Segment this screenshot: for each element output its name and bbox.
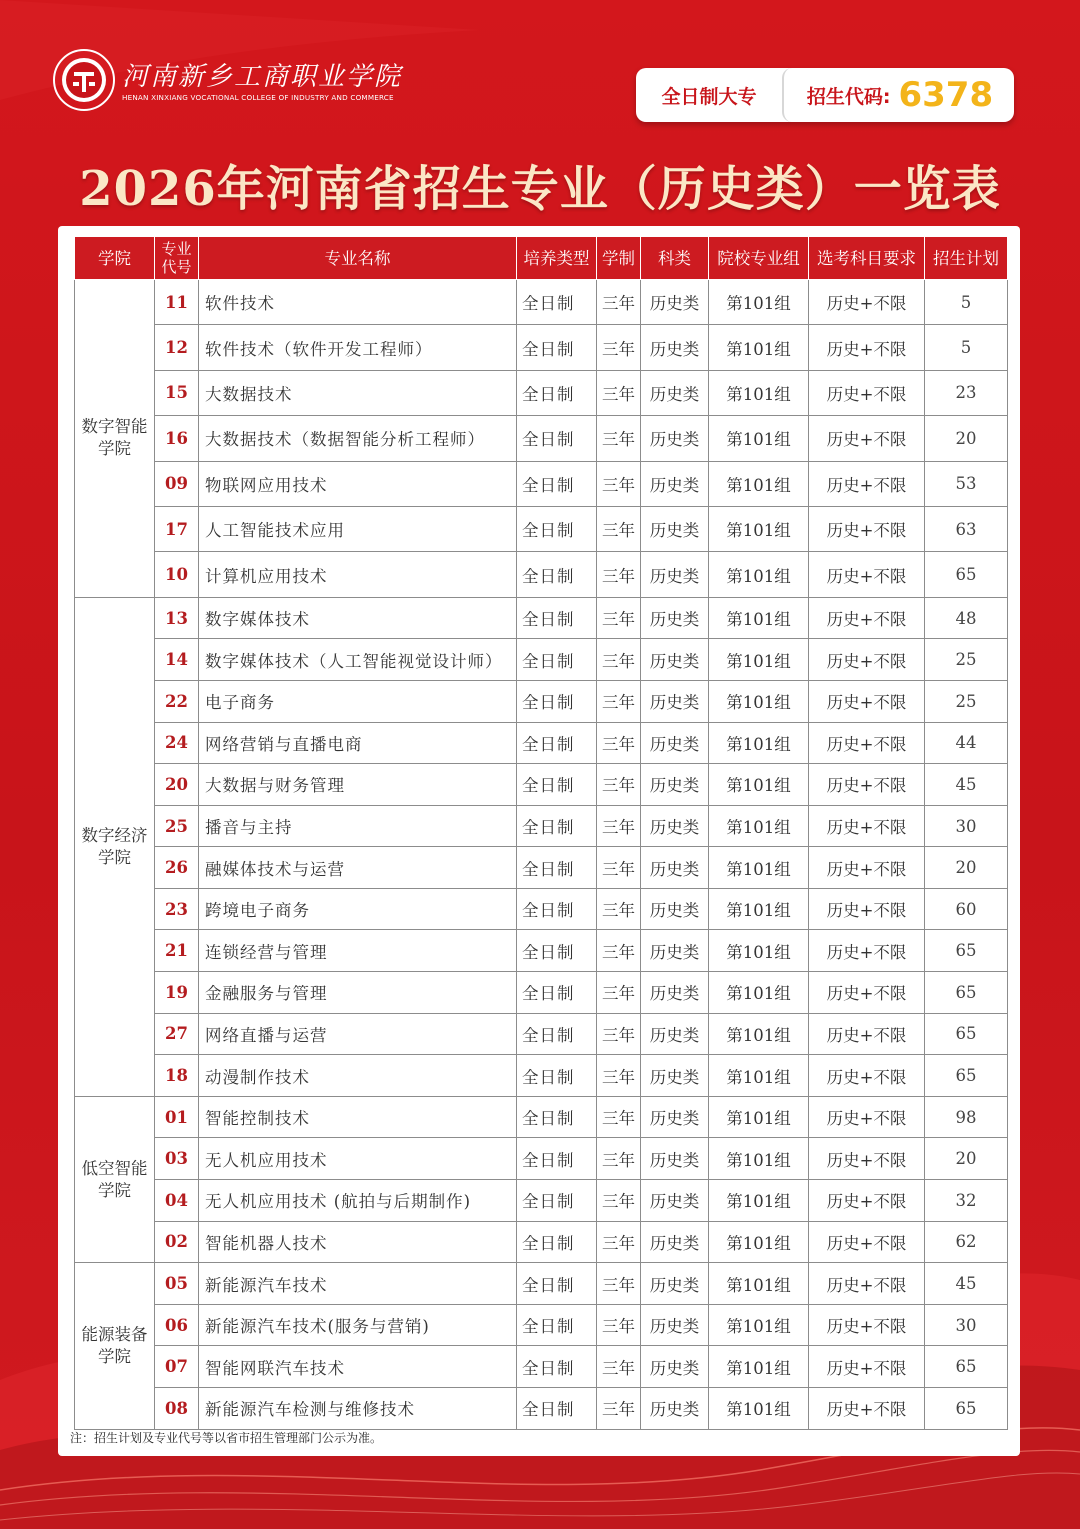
major-group: 第101组 xyxy=(709,722,809,764)
table-row xyxy=(75,888,1008,930)
major-name: 数字媒体技术（人工智能视觉设计师） xyxy=(199,639,517,681)
major-name: 动漫制作技术 xyxy=(199,1055,517,1097)
major-name: 播音与主持 xyxy=(199,805,517,847)
duration: 三年 xyxy=(597,1388,641,1430)
major-code: 03 xyxy=(155,1138,199,1180)
subject-requirement: 历史+不限 xyxy=(809,370,925,415)
duration: 三年 xyxy=(597,1096,641,1138)
major-group: 第101组 xyxy=(709,972,809,1014)
major-code: 15 xyxy=(155,370,199,415)
enrollment-plan: 30 xyxy=(925,1304,1008,1346)
training-type: 全日制 xyxy=(517,1346,597,1388)
subject-category: 历史类 xyxy=(641,639,709,681)
major-group: 第101组 xyxy=(709,805,809,847)
subject-category: 历史类 xyxy=(641,722,709,764)
training-type: 全日制 xyxy=(517,639,597,681)
duration: 三年 xyxy=(597,680,641,722)
major-name: 电子商务 xyxy=(199,680,517,722)
enrollment-plan: 63 xyxy=(925,506,1008,551)
column-header: 院校专业组 xyxy=(709,237,809,280)
subject-category: 历史类 xyxy=(641,680,709,722)
column-header: 专业名称 xyxy=(199,237,517,280)
major-name: 大数据技术 xyxy=(199,370,517,415)
major-name: 无人机应用技术 (航拍与后期制作) xyxy=(199,1180,517,1222)
subject-requirement: 历史+不限 xyxy=(809,1388,925,1430)
subject-requirement: 历史+不限 xyxy=(809,930,925,972)
department-cell xyxy=(75,1263,155,1429)
major-name: 网络营销与直播电商 xyxy=(199,722,517,764)
subject-requirement: 历史+不限 xyxy=(809,597,925,639)
column-header: 学制 xyxy=(597,237,641,280)
training-type: 全日制 xyxy=(517,722,597,764)
major-code: 08 xyxy=(155,1388,199,1430)
subject-requirement: 历史+不限 xyxy=(809,552,925,597)
department-cell xyxy=(75,1096,155,1262)
table-row xyxy=(75,1055,1008,1097)
training-type: 全日制 xyxy=(517,1013,597,1055)
college-name-en: HENAN XINXIANG VOCATIONAL COLLEGE OF INDUSTRY AND COMMERCE xyxy=(122,93,394,102)
major-code: 26 xyxy=(155,847,199,889)
major-group: 第101组 xyxy=(709,680,809,722)
enrollment-code-badge xyxy=(782,68,1016,122)
major-group: 第101组 xyxy=(709,506,809,551)
column-header: 学院 xyxy=(75,237,155,280)
major-group: 第101组 xyxy=(709,552,809,597)
table-row xyxy=(75,680,1008,722)
table-row xyxy=(75,1221,1008,1263)
table-row xyxy=(75,1180,1008,1222)
subject-category: 历史类 xyxy=(641,1304,709,1346)
table-row xyxy=(75,764,1008,806)
subject-category: 历史类 xyxy=(641,888,709,930)
major-code: 13 xyxy=(155,597,199,639)
duration: 三年 xyxy=(597,461,641,506)
training-type: 全日制 xyxy=(517,370,597,415)
subject-requirement: 历史+不限 xyxy=(809,972,925,1014)
department-cell xyxy=(75,280,155,598)
major-code: 20 xyxy=(155,764,199,806)
major-code: 17 xyxy=(155,506,199,551)
duration: 三年 xyxy=(597,1013,641,1055)
training-type: 全日制 xyxy=(517,1263,597,1305)
major-group: 第101组 xyxy=(709,370,809,415)
subject-requirement: 历史+不限 xyxy=(809,1263,925,1305)
subject-category: 历史类 xyxy=(641,1138,709,1180)
subject-requirement: 历史+不限 xyxy=(809,764,925,806)
duration: 三年 xyxy=(597,325,641,370)
subject-category: 历史类 xyxy=(641,1180,709,1222)
duration: 三年 xyxy=(597,506,641,551)
major-name: 物联网应用技术 xyxy=(199,461,517,506)
page-title: 2026年河南省招生专业（历史类）一览表 xyxy=(79,161,1001,217)
subject-category: 历史类 xyxy=(641,805,709,847)
duration: 三年 xyxy=(597,1221,641,1263)
training-type: 全日制 xyxy=(517,1304,597,1346)
enrollment-plan: 44 xyxy=(925,722,1008,764)
column-header: 专业代号 xyxy=(155,237,199,280)
major-code: 12 xyxy=(155,325,199,370)
enrollment-plan: 5 xyxy=(925,325,1008,370)
major-code: 10 xyxy=(155,552,199,597)
training-type: 全日制 xyxy=(517,930,597,972)
major-group: 第101组 xyxy=(709,930,809,972)
enrollment-plan: 65 xyxy=(925,930,1008,972)
subject-category: 历史类 xyxy=(641,764,709,806)
major-name: 大数据与财务管理 xyxy=(199,764,517,806)
enrollment-plan: 20 xyxy=(925,416,1008,461)
major-group: 第101组 xyxy=(709,1388,809,1430)
duration: 三年 xyxy=(597,888,641,930)
department-name: 数字智能学院 xyxy=(81,417,148,459)
table-row xyxy=(75,325,1008,370)
major-group: 第101组 xyxy=(709,847,809,889)
major-code: 02 xyxy=(155,1221,199,1263)
duration: 三年 xyxy=(597,1180,641,1222)
subject-category: 历史类 xyxy=(641,280,709,325)
training-type: 全日制 xyxy=(517,888,597,930)
table-body xyxy=(75,280,1008,1430)
major-code: 16 xyxy=(155,416,199,461)
duration: 三年 xyxy=(597,805,641,847)
enrollment-plan: 23 xyxy=(925,370,1008,415)
major-code: 23 xyxy=(155,888,199,930)
training-type: 全日制 xyxy=(517,764,597,806)
major-code: 07 xyxy=(155,1346,199,1388)
subject-requirement: 历史+不限 xyxy=(809,1013,925,1055)
major-name: 智能网联汽车技术 xyxy=(199,1346,517,1388)
table-row xyxy=(75,552,1008,597)
enrollment-plan: 20 xyxy=(925,847,1008,889)
department-name: 能源装备学院 xyxy=(81,1324,148,1366)
table-row xyxy=(75,1263,1008,1305)
major-name: 跨境电子商务 xyxy=(199,888,517,930)
subject-requirement: 历史+不限 xyxy=(809,280,925,325)
column-header: 招生计划 xyxy=(925,237,1008,280)
college-name-cn: 河南新乡工商职业学院 xyxy=(122,62,403,92)
major-code: 18 xyxy=(155,1055,199,1097)
subject-category: 历史类 xyxy=(641,1263,709,1305)
subject-requirement: 历史+不限 xyxy=(809,506,925,551)
subject-category: 历史类 xyxy=(641,1055,709,1097)
subject-category: 历史类 xyxy=(641,506,709,551)
training-type: 全日制 xyxy=(517,416,597,461)
subject-requirement: 历史+不限 xyxy=(809,1180,925,1222)
subject-requirement: 历史+不限 xyxy=(809,325,925,370)
major-group: 第101组 xyxy=(709,888,809,930)
major-name: 网络直播与运营 xyxy=(199,1013,517,1055)
subject-category: 历史类 xyxy=(641,1388,709,1430)
training-type: 全日制 xyxy=(517,1388,597,1430)
major-group: 第101组 xyxy=(709,1055,809,1097)
subject-category: 历史类 xyxy=(641,972,709,1014)
enrollment-plan: 65 xyxy=(925,1388,1008,1430)
subject-requirement: 历史+不限 xyxy=(809,1304,925,1346)
enrollment-plan: 65 xyxy=(925,552,1008,597)
subject-requirement: 历史+不限 xyxy=(809,888,925,930)
duration: 三年 xyxy=(597,1304,641,1346)
training-type: 全日制 xyxy=(517,847,597,889)
training-type: 全日制 xyxy=(517,1138,597,1180)
table-row xyxy=(75,280,1008,325)
enrollment-plan: 62 xyxy=(925,1221,1008,1263)
subject-category: 历史类 xyxy=(641,552,709,597)
enrollment-plan: 30 xyxy=(925,805,1008,847)
major-group: 第101组 xyxy=(709,280,809,325)
subject-category: 历史类 xyxy=(641,1096,709,1138)
enrollment-plan: 20 xyxy=(925,1138,1008,1180)
subject-category: 历史类 xyxy=(641,1013,709,1055)
enrollment-plan: 25 xyxy=(925,639,1008,681)
enrollment-plan: 65 xyxy=(925,1013,1008,1055)
enrollment-plan: 25 xyxy=(925,680,1008,722)
major-name: 融媒体技术与运营 xyxy=(199,847,517,889)
major-name: 新能源汽车技术(服务与营销) xyxy=(199,1304,517,1346)
subject-requirement: 历史+不限 xyxy=(809,1055,925,1097)
major-group: 第101组 xyxy=(709,461,809,506)
duration: 三年 xyxy=(597,764,641,806)
duration: 三年 xyxy=(597,722,641,764)
major-code: 27 xyxy=(155,1013,199,1055)
table-row xyxy=(75,805,1008,847)
duration: 三年 xyxy=(597,370,641,415)
table-row xyxy=(75,1096,1008,1138)
major-code: 25 xyxy=(155,805,199,847)
enrollment-code-value: 6378 xyxy=(898,75,994,115)
training-type: 全日制 xyxy=(517,972,597,1014)
major-group: 第101组 xyxy=(709,1304,809,1346)
major-name: 无人机应用技术 xyxy=(199,1138,517,1180)
enrollment-plan: 60 xyxy=(925,888,1008,930)
subject-category: 历史类 xyxy=(641,325,709,370)
major-name: 金融服务与管理 xyxy=(199,972,517,1014)
enrollment-plan: 45 xyxy=(925,1263,1008,1305)
table-row xyxy=(75,416,1008,461)
department-name: 数字经济学院 xyxy=(81,825,148,867)
duration: 三年 xyxy=(597,416,641,461)
table-row xyxy=(75,972,1008,1014)
enrollment-badge xyxy=(636,68,1014,122)
subject-category: 历史类 xyxy=(641,930,709,972)
duration: 三年 xyxy=(597,847,641,889)
table-row xyxy=(75,1388,1008,1430)
table-row xyxy=(75,461,1008,506)
major-name: 数字媒体技术 xyxy=(199,597,517,639)
enrollment-plan: 98 xyxy=(925,1096,1008,1138)
major-group: 第101组 xyxy=(709,764,809,806)
table-row xyxy=(75,722,1008,764)
table-row xyxy=(75,930,1008,972)
duration: 三年 xyxy=(597,972,641,1014)
majors-table xyxy=(74,236,1008,1430)
major-group: 第101组 xyxy=(709,1096,809,1138)
major-code: 19 xyxy=(155,972,199,1014)
major-group: 第101组 xyxy=(709,416,809,461)
table-header-row xyxy=(75,237,1008,280)
duration: 三年 xyxy=(597,639,641,681)
subject-category: 历史类 xyxy=(641,847,709,889)
table-row xyxy=(75,370,1008,415)
subject-requirement: 历史+不限 xyxy=(809,847,925,889)
major-group: 第101组 xyxy=(709,1138,809,1180)
major-code: 24 xyxy=(155,722,199,764)
table-row xyxy=(75,1013,1008,1055)
major-group: 第101组 xyxy=(709,325,809,370)
subject-requirement: 历史+不限 xyxy=(809,416,925,461)
enrollment-plan: 53 xyxy=(925,461,1008,506)
table-row xyxy=(75,639,1008,681)
enrollment-plan: 65 xyxy=(925,1346,1008,1388)
major-code: 06 xyxy=(155,1304,199,1346)
subject-requirement: 历史+不限 xyxy=(809,680,925,722)
major-code: 11 xyxy=(155,280,199,325)
major-name: 软件技术 xyxy=(199,280,517,325)
subject-requirement: 历史+不限 xyxy=(809,1221,925,1263)
training-type: 全日制 xyxy=(517,552,597,597)
enrollment-plan: 45 xyxy=(925,764,1008,806)
table-row xyxy=(75,597,1008,639)
subject-category: 历史类 xyxy=(641,1346,709,1388)
major-group: 第101组 xyxy=(709,1013,809,1055)
table-row xyxy=(75,1346,1008,1388)
table-row xyxy=(75,506,1008,551)
major-code: 09 xyxy=(155,461,199,506)
subject-category: 历史类 xyxy=(641,416,709,461)
enrollment-plan: 48 xyxy=(925,597,1008,639)
major-group: 第101组 xyxy=(709,597,809,639)
table-row xyxy=(75,1138,1008,1180)
majors-table-card xyxy=(58,226,1020,1456)
duration: 三年 xyxy=(597,597,641,639)
table-row xyxy=(75,1304,1008,1346)
department-cell xyxy=(75,597,155,1096)
major-code: 05 xyxy=(155,1263,199,1305)
department-name: 低空智能学院 xyxy=(81,1158,148,1200)
subject-category: 历史类 xyxy=(641,1221,709,1263)
major-name: 连锁经营与管理 xyxy=(199,930,517,972)
major-name: 新能源汽车检测与维修技术 xyxy=(199,1388,517,1430)
subject-requirement: 历史+不限 xyxy=(809,639,925,681)
training-type: 全日制 xyxy=(517,1180,597,1222)
duration: 三年 xyxy=(597,280,641,325)
subject-category: 历史类 xyxy=(641,370,709,415)
enrollment-plan: 65 xyxy=(925,972,1008,1014)
training-type: 全日制 xyxy=(517,805,597,847)
duration: 三年 xyxy=(597,1138,641,1180)
training-type: 全日制 xyxy=(517,1055,597,1097)
major-code: 01 xyxy=(155,1096,199,1138)
training-type: 全日制 xyxy=(517,280,597,325)
enrollment-plan: 5 xyxy=(925,280,1008,325)
duration: 三年 xyxy=(597,1346,641,1388)
training-type: 全日制 xyxy=(517,680,597,722)
column-header: 选考科目要求 xyxy=(809,237,925,280)
training-type: 全日制 xyxy=(517,325,597,370)
major-code: 04 xyxy=(155,1180,199,1222)
major-group: 第101组 xyxy=(709,1346,809,1388)
enrollment-code-label: 招生代码: xyxy=(806,85,891,108)
duration: 三年 xyxy=(597,930,641,972)
subject-requirement: 历史+不限 xyxy=(809,1138,925,1180)
subject-requirement: 历史+不限 xyxy=(809,1346,925,1388)
major-name: 计算机应用技术 xyxy=(199,552,517,597)
training-type: 全日制 xyxy=(517,1221,597,1263)
training-type: 全日制 xyxy=(517,461,597,506)
footnote: 注：招生计划及专业代号等以省市招生管理部门公示为准。 xyxy=(70,1431,383,1445)
training-type: 全日制 xyxy=(517,1096,597,1138)
major-name: 软件技术（软件开发工程师） xyxy=(199,325,517,370)
table-row xyxy=(75,847,1008,889)
duration: 三年 xyxy=(597,1263,641,1305)
enrollment-plan: 32 xyxy=(925,1180,1008,1222)
major-name: 智能机器人技术 xyxy=(199,1221,517,1263)
major-name: 大数据技术（数据智能分析工程师） xyxy=(199,416,517,461)
major-group: 第101组 xyxy=(709,1180,809,1222)
college-logo-icon xyxy=(52,48,116,112)
major-group: 第101组 xyxy=(709,1221,809,1263)
subject-category: 历史类 xyxy=(641,461,709,506)
subject-requirement: 历史+不限 xyxy=(809,805,925,847)
subject-requirement: 历史+不限 xyxy=(809,461,925,506)
major-name: 智能控制技术 xyxy=(199,1096,517,1138)
column-header: 培养类型 xyxy=(517,237,597,280)
subject-requirement: 历史+不限 xyxy=(809,1096,925,1138)
duration: 三年 xyxy=(597,1055,641,1097)
major-code: 21 xyxy=(155,930,199,972)
major-name: 人工智能技术应用 xyxy=(199,506,517,551)
major-group: 第101组 xyxy=(709,1263,809,1305)
duration: 三年 xyxy=(597,552,641,597)
major-group: 第101组 xyxy=(709,639,809,681)
major-code: 14 xyxy=(155,639,199,681)
column-header: 科类 xyxy=(641,237,709,280)
subject-requirement: 历史+不限 xyxy=(809,722,925,764)
major-name: 新能源汽车技术 xyxy=(199,1263,517,1305)
training-type: 全日制 xyxy=(517,506,597,551)
fulltime-badge: 全日制大专 xyxy=(661,85,757,108)
subject-category: 历史类 xyxy=(641,597,709,639)
training-type: 全日制 xyxy=(517,597,597,639)
enrollment-plan: 65 xyxy=(925,1055,1008,1097)
major-code: 22 xyxy=(155,680,199,722)
